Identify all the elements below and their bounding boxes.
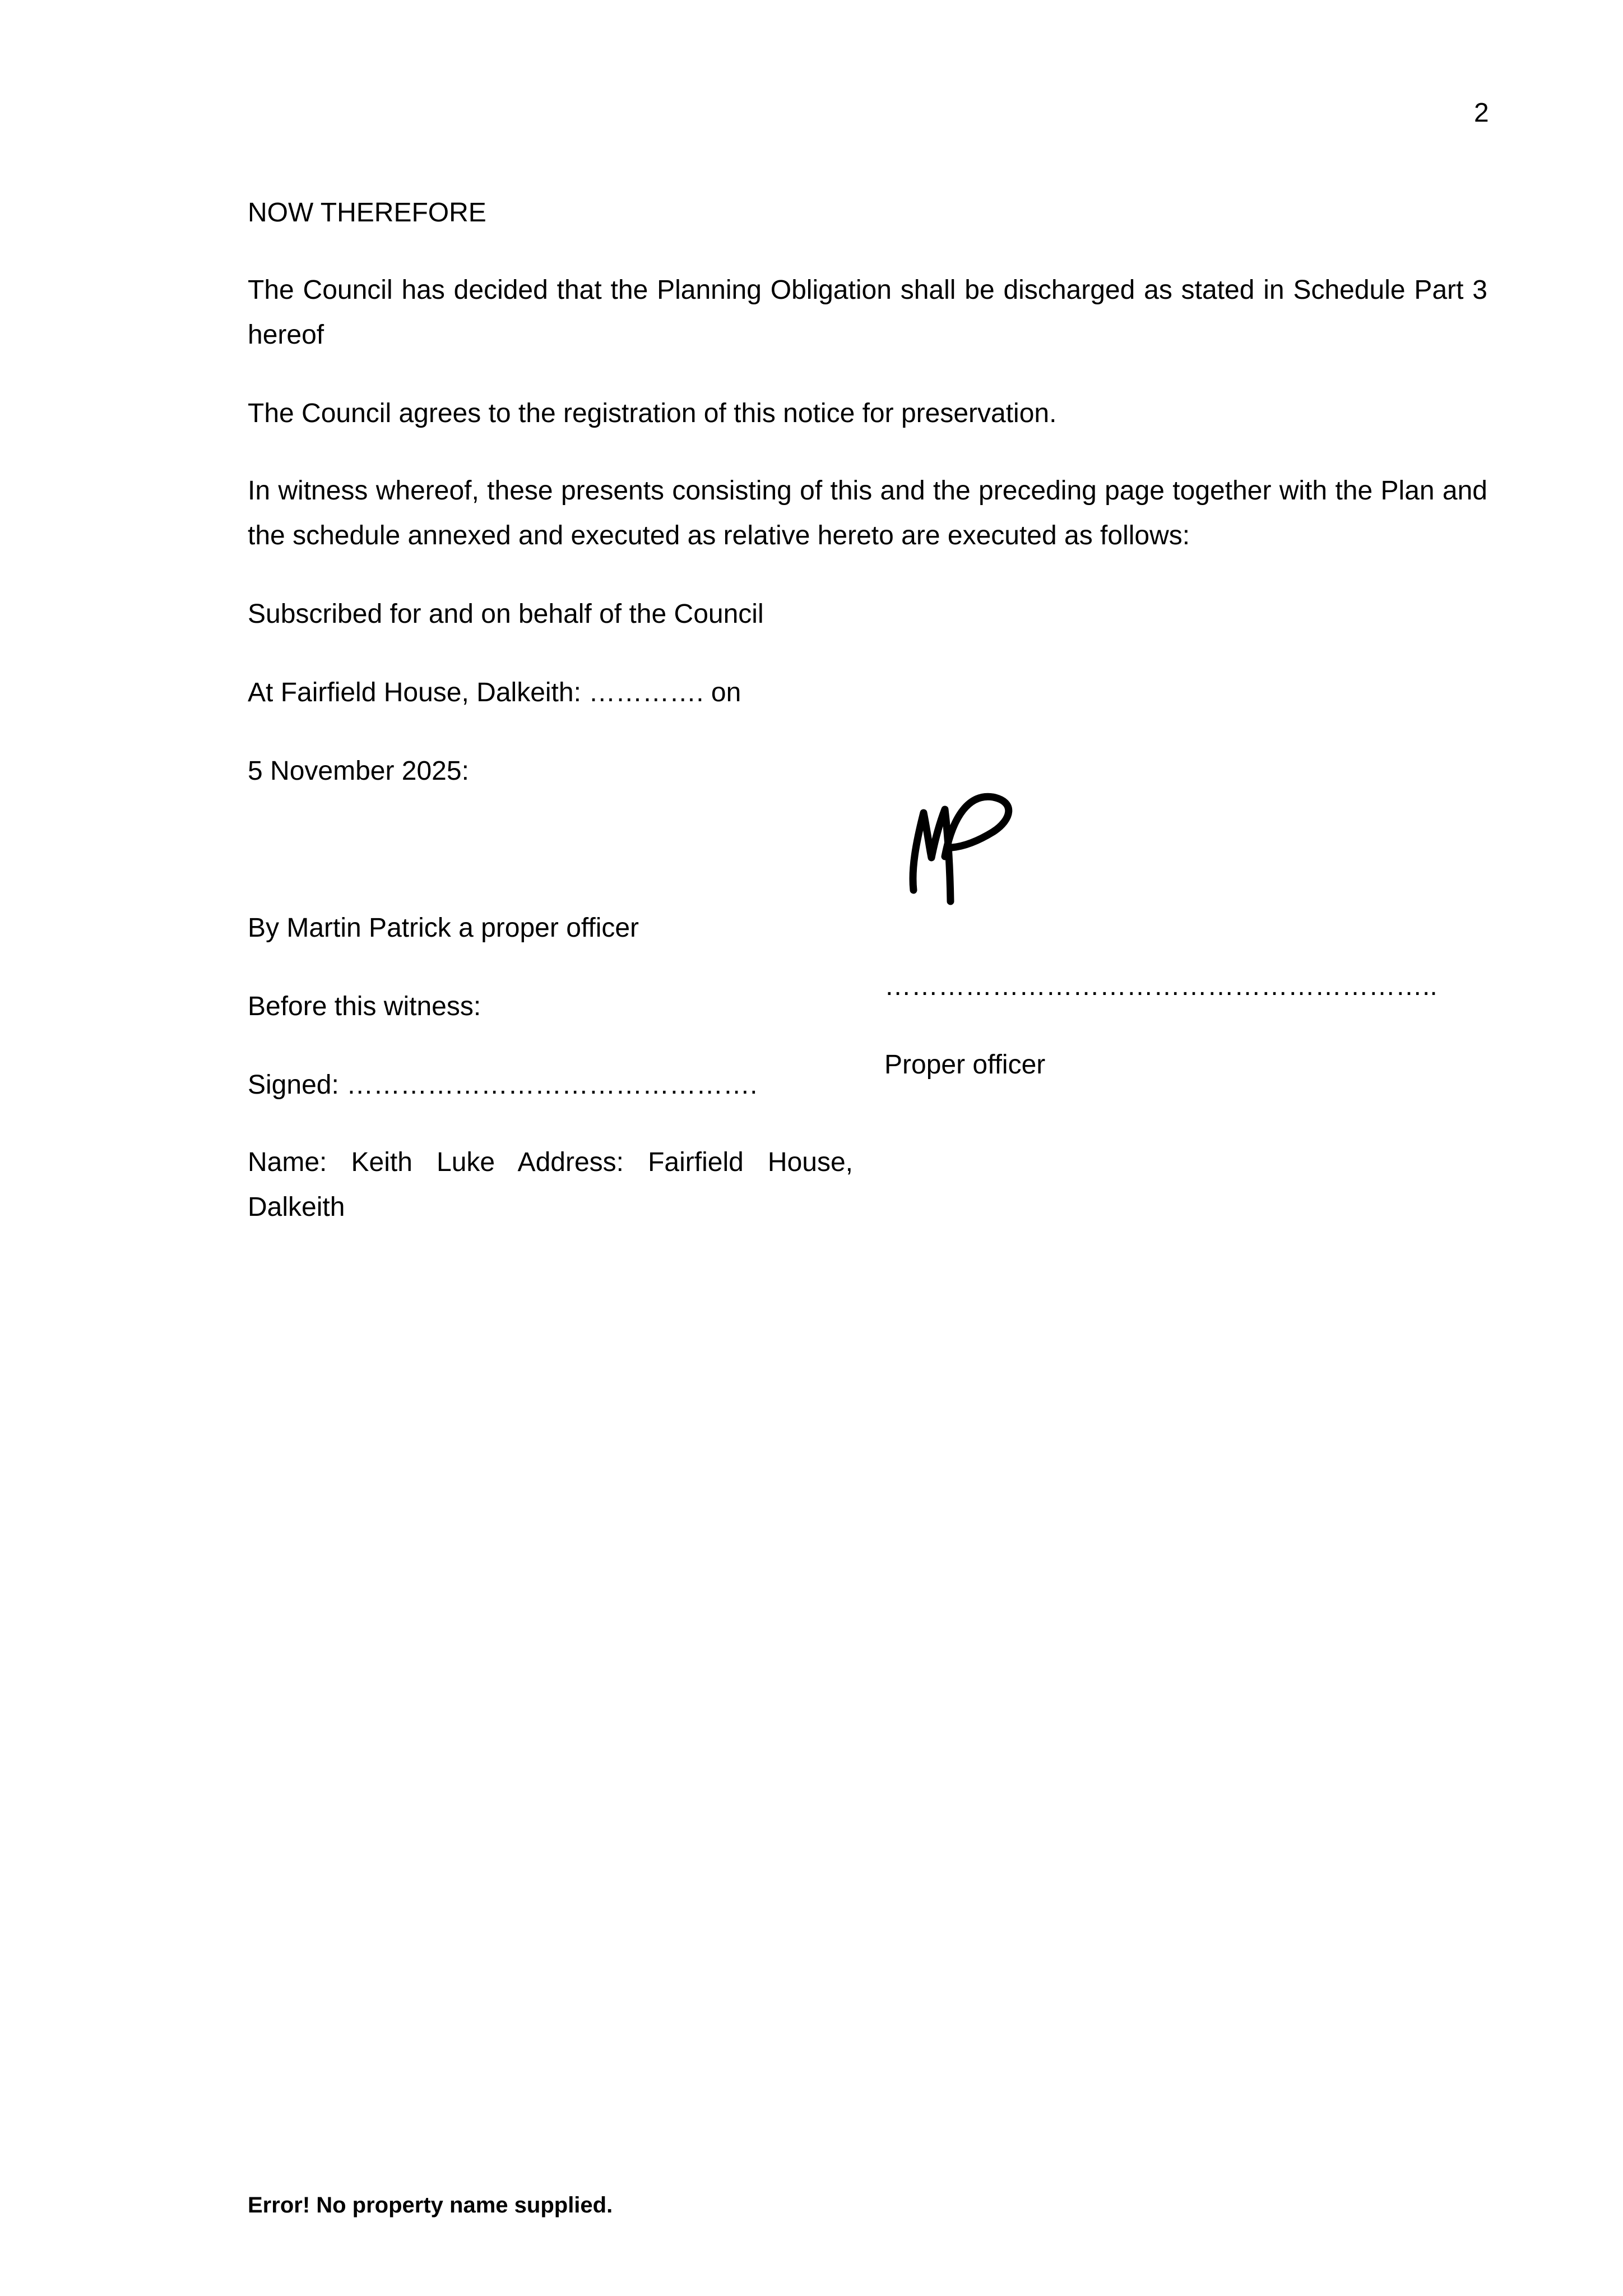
officer-title: Proper officer	[884, 1050, 1046, 1080]
witness-signature-line: Signed: ……………………………………….	[248, 1070, 758, 1100]
date-line: 5 November 2025:	[248, 756, 469, 786]
officer-signature-line: ……………………………………………………..	[884, 971, 1437, 1001]
witness-heading: Before this witness:	[248, 992, 481, 1021]
paragraph-registration: The Council agrees to the registration of this notice for preservation.	[248, 399, 1057, 428]
place-line: At Fairfield House, Dalkeith: …………. on	[248, 678, 741, 707]
page-number: 2	[1474, 98, 1489, 128]
witness-name-address: Name: Keith Luke Address: Fairfield House, Dalkeith	[248, 1147, 853, 1222]
paragraph-decision: The Council has decided that the Planning Obligation shall be discharged as stated in Schedule Part 3 hereof	[248, 275, 1487, 350]
section-heading: NOW THEREFORE	[248, 198, 486, 228]
handwritten-signature	[897, 785, 1026, 908]
footer-note: Error! No property name supplied.	[248, 2193, 613, 2218]
subscribed-line: Subscribed for and on behalf of the Council	[248, 599, 764, 629]
paragraph-testing-clause: In witness whereof, these presents consisting of this and the preceding page together with the Plan and the schedule annexed and executed as relative hereto are executed as follows:	[248, 476, 1487, 550]
officer-line: By Martin Patrick a proper officer	[248, 913, 639, 943]
